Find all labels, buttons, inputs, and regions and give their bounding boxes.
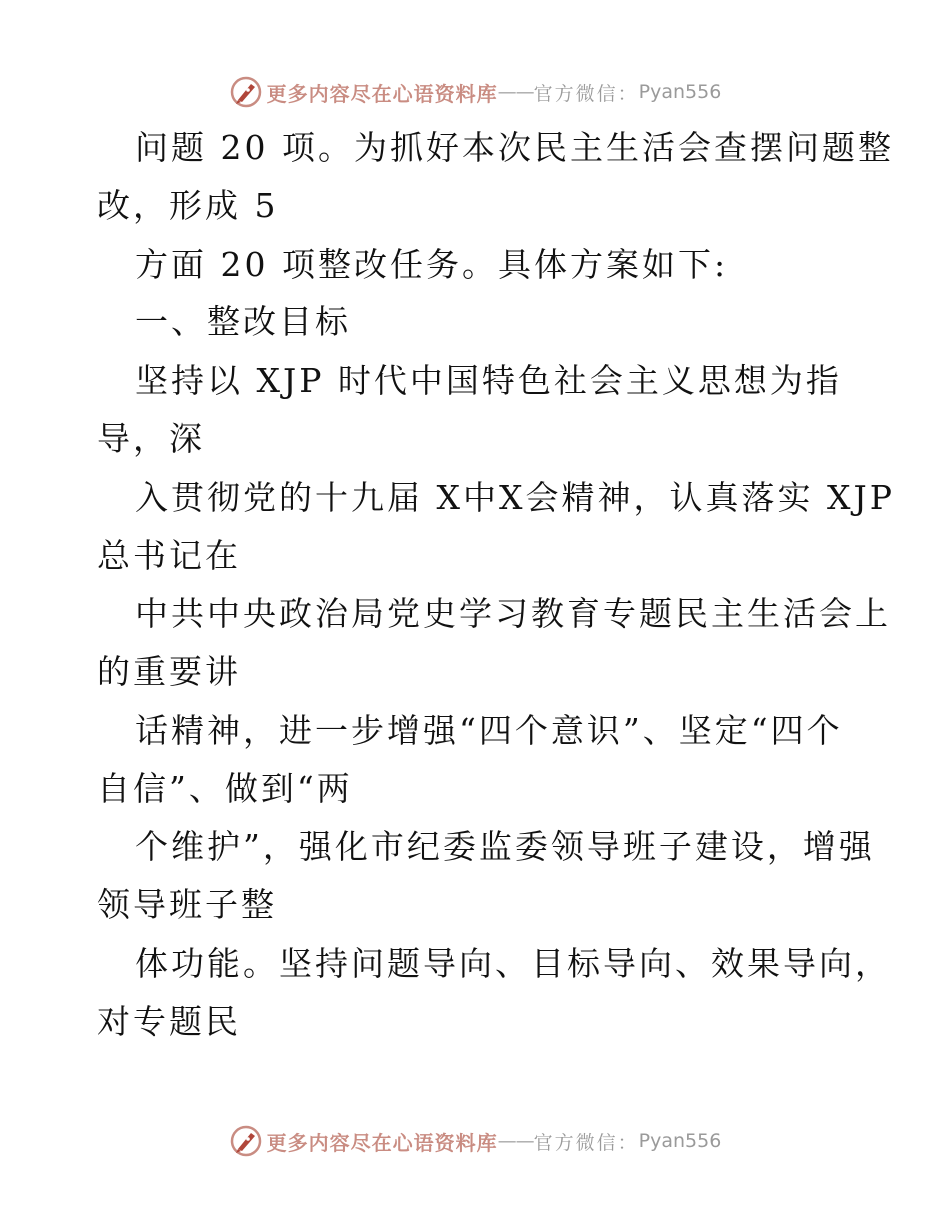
watermark-title: 更多内容尽在心语资料库 <box>266 1130 498 1155</box>
text-line: 话精神，进一步增强“四个意识”、坚定“四个 <box>135 711 843 750</box>
footer-watermark <box>0 1121 950 1161</box>
text-line: 总书记在 <box>97 536 241 575</box>
watermark-wechat-label: 官方微信： <box>533 1131 639 1154</box>
text-line: 领导班子整 <box>97 885 277 924</box>
text-line: 中共中央政治局党史学习教育专题民主生活会上 <box>135 594 891 633</box>
watermark-dash: —— <box>497 81 534 103</box>
pen-nib-icon <box>229 75 263 109</box>
text-line: 入贯彻党的十九届 X中X会精神，认真落实 XJP <box>135 478 895 517</box>
section-heading: 一、整改目标 <box>135 302 351 341</box>
pen-nib-icon <box>229 1124 263 1158</box>
text-line: 对专题民 <box>97 1002 241 1041</box>
watermark-wechat-label: 官方微信： <box>533 82 639 105</box>
watermark-wechat-id: Pyan556 <box>638 81 722 103</box>
header-watermark <box>0 72 950 112</box>
text-line: 个维护”，强化市纪委监委领导班子建设，增强 <box>135 827 875 866</box>
text-line: 方面 20 项整改任务。具体方案如下: <box>135 245 729 284</box>
watermark-dash: —— <box>497 1130 534 1152</box>
text-line: 导，深 <box>97 419 205 458</box>
text-line: 体功能。坚持问题导向、目标导向、效果导向， <box>135 944 891 983</box>
text-line: 改，形成 5 <box>97 186 279 225</box>
text-line: 坚持以 XJP 时代中国特色社会主义思想为指 <box>135 361 842 400</box>
watermark-title: 更多内容尽在心语资料库 <box>266 81 498 106</box>
watermark-wechat-id: Pyan556 <box>638 1130 722 1152</box>
text-line: 的重要讲 <box>97 652 241 691</box>
text-line: 自信”、做到“两 <box>97 769 353 808</box>
text-line: 问题 20 项。为抓好本次民主生活会查摆问题整 <box>135 128 894 167</box>
